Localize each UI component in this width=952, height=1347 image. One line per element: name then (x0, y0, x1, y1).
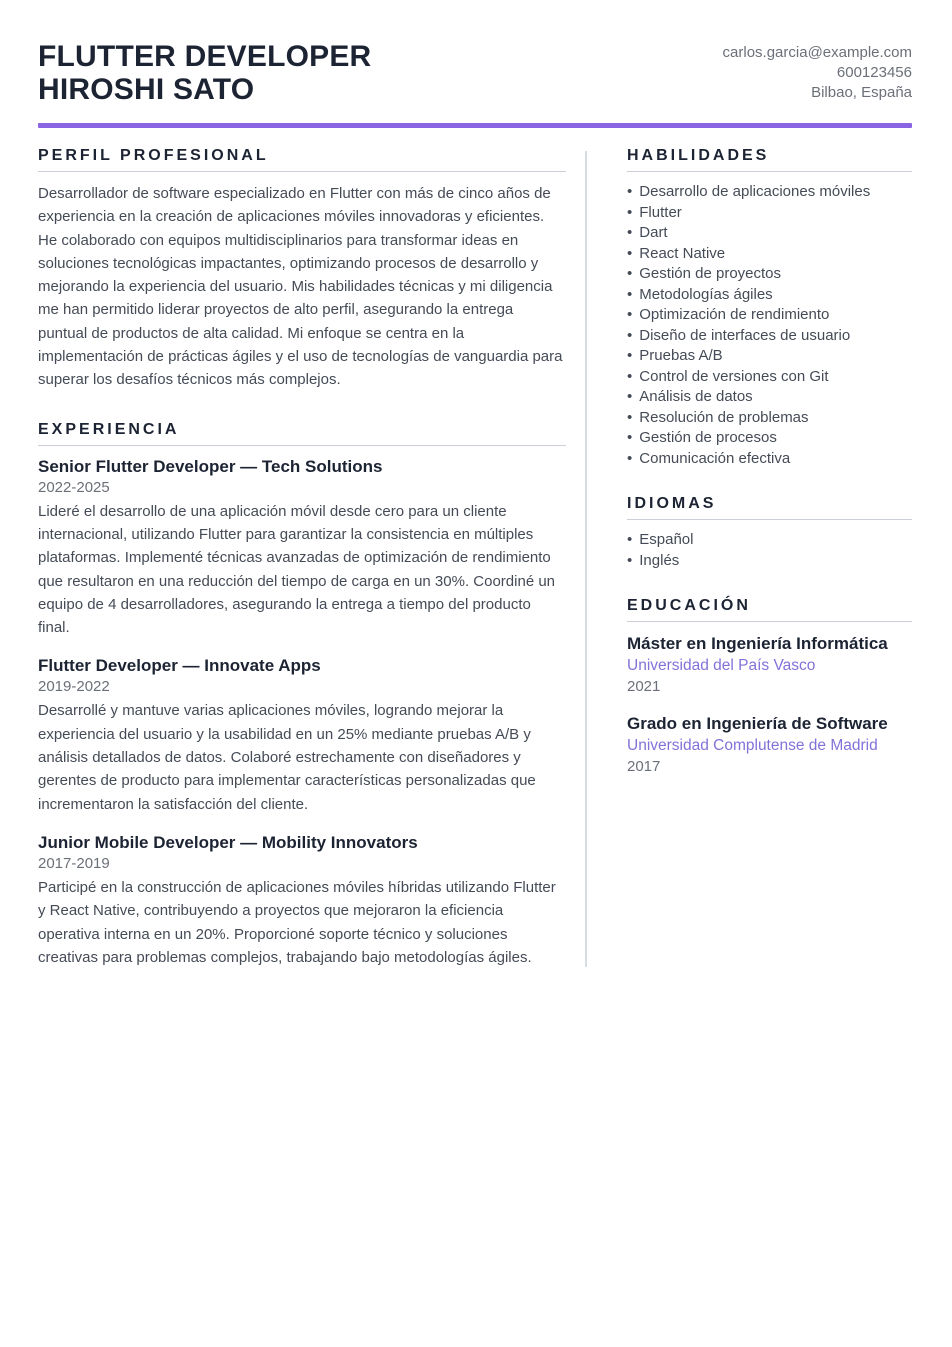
skills-heading: HABILIDADES (627, 147, 912, 172)
header (38, 40, 912, 106)
skill-item: • Gestión de procesos (627, 428, 912, 449)
accent-divider (38, 123, 912, 128)
skill-item: • Optimización de rendimiento (627, 305, 912, 326)
contact-location: Bilbao, España (811, 84, 912, 101)
skills-list (627, 182, 912, 469)
education-school-link[interactable]: Universidad del País Vasco (627, 657, 816, 674)
content-columns (38, 147, 912, 969)
job-title: Junior Mobile Developer — Mobility Innovators (38, 832, 418, 852)
skill-item: • Flutter (627, 203, 912, 224)
skill-item: • Diseño de interfaces de usuario (627, 326, 912, 347)
education-year: 2017 (627, 758, 661, 775)
skill-item: • Comunicación efectiva (627, 449, 912, 470)
languages-list (627, 530, 912, 571)
skill-item: • Desarrollo de aplicaciones móviles (627, 182, 912, 203)
section-education (627, 597, 912, 776)
job-title: Senior Flutter Developer — Tech Solutions (38, 456, 383, 476)
title-line-2: HIROSHI SATO (38, 73, 255, 106)
profile-text: Desarrollador de software especializado en Flutter con más de cinco años de experiencia en la creación de aplicaciones móviles innovadoras y eficientes. He colaborado con equipos multidisciplinarios para transformar ideas en soluciones tecnológicas impactantes, optimizando procesos de desarrollo y mejorando la experiencia del usuario. Mis habilidades técnicas y mi diligencia me han permitido liderar proyectos de alto perfil, asegurando la entrega puntual de productos de alta calidad. Mi enfoque se centra en la implementación de prácticas ágiles y el uso de tecnologías de vanguardia para superar los desafíos técnicos más complejos. (38, 185, 563, 389)
contact-email: carlos.garcia@example.com (722, 44, 912, 61)
skill-item: • Pruebas A/B (627, 346, 912, 367)
page-title (38, 40, 371, 106)
section-skills (627, 147, 912, 469)
education-year: 2021 (627, 678, 661, 695)
job-dates: 2019-2022 (38, 678, 110, 696)
section-languages (627, 495, 912, 571)
language-item: • Español (627, 530, 912, 551)
experience-heading: EXPERIENCIA (38, 421, 566, 446)
contact-info (723, 40, 912, 103)
skill-item: • Análisis de datos (627, 387, 912, 408)
job-title: Flutter Developer — Innovate Apps (38, 656, 321, 676)
job-entry (38, 456, 566, 640)
job-dates: 2022-2025 (38, 478, 110, 496)
left-column (38, 147, 566, 969)
skill-item: • Control de versiones con Git (627, 367, 912, 388)
contact-phone: 600123456 (836, 64, 912, 81)
title-line-1: FLUTTER DEVELOPER (38, 40, 372, 73)
section-profile (38, 147, 566, 392)
education-degree: Máster en Ingeniería Informática (627, 634, 888, 653)
skill-item: • Resolución de problemas (627, 408, 912, 429)
section-experience (38, 421, 566, 969)
skill-item: • React Native (627, 244, 912, 265)
education-school-link[interactable]: Universidad Complutense de Madrid (627, 737, 878, 754)
right-column (627, 147, 912, 969)
job-entry (38, 655, 566, 815)
job-dates: 2017-2019 (38, 854, 110, 872)
skill-item: • Metodologías ágiles (627, 285, 912, 306)
skill-item: • Gestión de proyectos (627, 264, 912, 285)
job-entry (38, 832, 566, 969)
skill-item: • Dart (627, 223, 912, 244)
profile-heading: PERFIL PROFESIONAL (38, 147, 566, 172)
education-heading: EDUCACIÓN (627, 597, 912, 622)
column-divider (585, 151, 587, 967)
job-description: Lideré el desarrollo de una aplicación móvil desde cero para un cliente internacional, utilizando Flutter para garantizar la consistencia en múltiples plataformas. Implementé técnicas avanzadas de optimización de rendimiento que resultaron en una reducción del tiempo de carga en un 30%. Coordiné un equipo de 4 desarrolladores, asegurando la entrega a tiempo del producto final. (38, 502, 556, 637)
job-description: Participé en la construcción de aplicaciones móviles híbridas utilizando Flutter y React Native, contribuyendo a proyectos que mejoraron la eficiencia operativa interna en un 20%. Proporcioné soporte técnico y soluciones creativas para problemas complejos, trabajando bajo metodologías ágiles. (38, 878, 556, 966)
education-degree: Grado en Ingeniería de Software (627, 714, 888, 733)
education-entry (627, 713, 912, 776)
job-description: Desarrollé y mantuve varias aplicaciones móviles, logrando mejorar la experiencia del usuario y la usabilidad en un 25% mediante pruebas A/B y análisis detallados de datos. Colaboré estrechamente con diseñadores y gerentes de producto para implementar características personalizadas que incrementaron la satisfacción del cliente. (38, 702, 536, 813)
languages-heading: IDIOMAS (627, 495, 912, 520)
education-entry (627, 633, 912, 696)
language-item: • Inglés (627, 551, 912, 572)
